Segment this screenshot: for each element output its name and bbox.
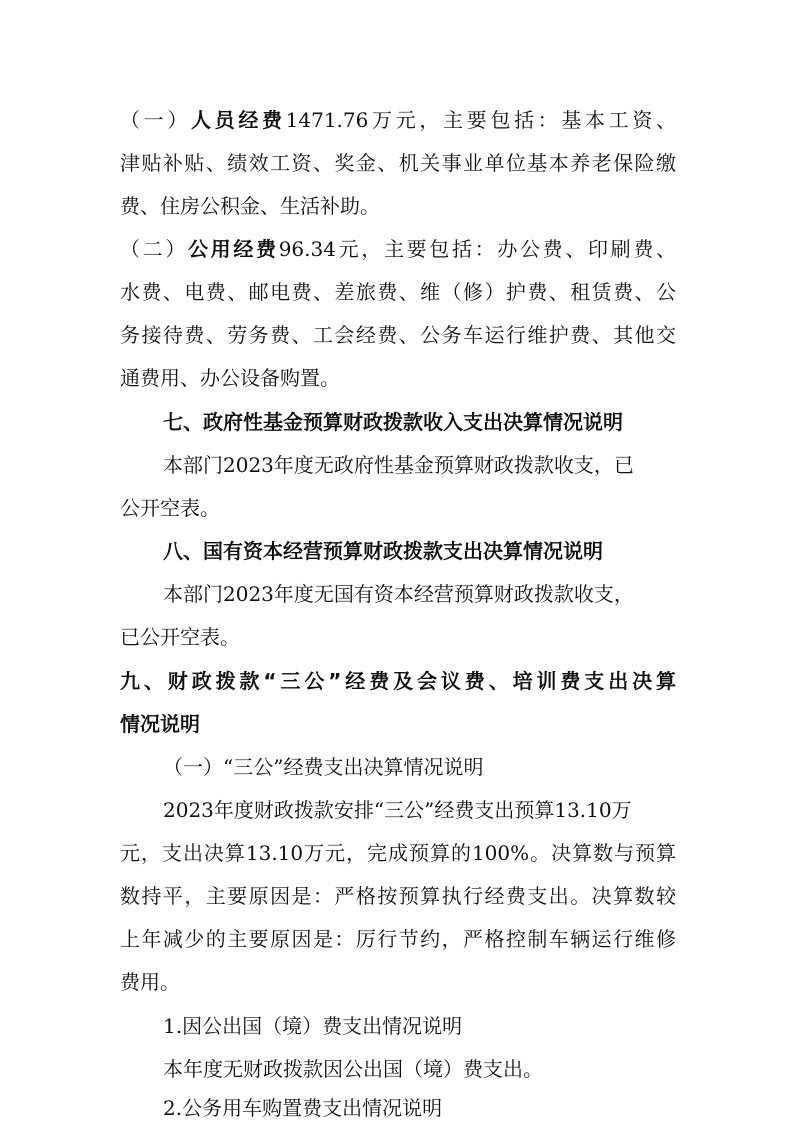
section-9-heading-line-1: 九、财政拨款“三公”经费及会议费、培训费支出决算 [120,669,676,693]
section-9-para-line-2: 元，支出决算13.10万元，完成预算的100%。决算数与预算 [120,841,676,865]
item-1-title: 1.因公出国（境）费支出情况说明 [163,1014,463,1038]
personnel-line-3: 费、住房公积金、生活补助。 [120,194,380,218]
public-line-4: 通费用、办公设备购置。 [120,366,340,390]
item-1-body: 本年度无财政拨款因公出国（境）费支出。 [163,1057,543,1081]
public-text: 96.34元，主要包括：办公费、印刷费、 [278,237,677,261]
public-label: 公用经费 [188,237,279,261]
public-line-2: 水费、电费、邮电费、差旅费、维（修）护费、租赁费、公 [120,280,676,304]
section-9-para-line-3: 数持平，主要原因是：严格按预算执行经费支出。决算数较 [120,884,676,908]
section-9-para-line-5: 费用。 [120,970,180,994]
section-8-line-2: 已公开空表。 [120,625,240,649]
personnel-text: 1471.76万元，主要包括：基本工资、 [285,108,676,132]
section-9-heading-line-2: 情况说明 [120,712,200,736]
personnel-line-2: 津贴补贴、绩效工资、奖金、机关事业单位基本养老保险缴 [120,151,676,175]
section-7-line-1: 本部门2023年度无政府性基金预算财政拨款收支，已 [163,453,634,477]
personnel-line-1 [120,104,676,133]
public-prefix: （二） [120,237,189,261]
section-7-line-2: 公开空表。 [120,496,220,520]
personnel-label: 人员经费 [191,108,286,132]
section-9-subheading: （一）“三公”经费支出决算情况说明 [163,755,484,779]
section-7-heading: 七、政府性基金预算财政拨款收入支出决算情况说明 [163,410,623,434]
public-line-1 [120,233,676,262]
item-2-title: 2.公务用车购置费支出情况说明 [163,1096,443,1120]
personnel-prefix: （一） [120,108,191,132]
public-line-3: 务接待费、劳务费、工会经费、公务车运行维护费、其他交 [120,323,676,347]
section-9-para-line-4: 上年减少的主要原因是：厉行节约，严格控制车辆运行维修 [120,927,676,951]
section-9-para-line-1: 2023年度财政拨款安排“三公”经费支出预算13.10万 [163,798,632,822]
section-8-line-1: 本部门2023年度无国有资本经营预算财政拨款收支， [163,582,634,606]
section-8-heading: 八、国有资本经营预算财政拨款支出决算情况说明 [163,539,603,563]
